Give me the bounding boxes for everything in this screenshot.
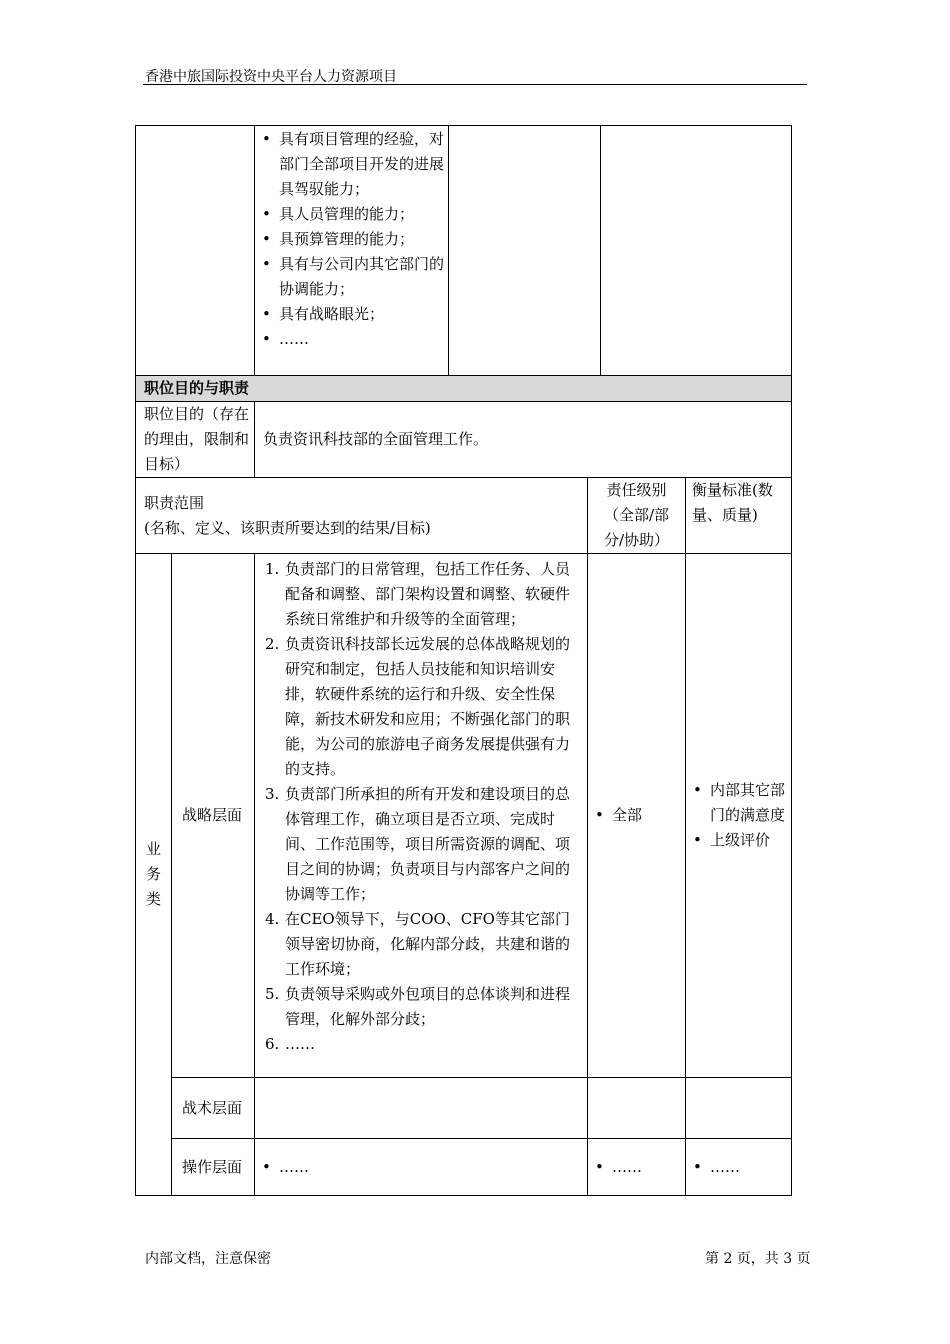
list-item: • 具预算管理的能力；	[255, 227, 444, 252]
list-item: • 全部	[588, 803, 681, 828]
tactical-level	[588, 1078, 686, 1139]
empty-cell	[136, 126, 255, 376]
list-item: 5. 负责领导采购或外包项目的总体谈判和进程管理，化解外部分歧；	[265, 985, 571, 1028]
strategic-list	[265, 557, 579, 1057]
purpose-table	[135, 375, 792, 478]
section-title: 职位目的与职责	[136, 376, 792, 402]
list-item: • 内部其它部门的满意度	[686, 778, 785, 828]
operational-level	[588, 1139, 686, 1196]
ability-table	[135, 125, 792, 376]
scope-subtitle: (名称、定义、该职责所要达到的结果/目标)	[144, 518, 431, 537]
empty-cell	[601, 126, 792, 376]
list-item: • 具人员管理的能力；	[255, 202, 444, 227]
list-item: • ……	[686, 1155, 791, 1180]
list-item: • ……	[588, 1155, 685, 1180]
purpose-label: 职位目的（存在的理由，限制和目标）	[136, 402, 255, 478]
list-item: • 具有与公司内其它部门的协调能力；	[255, 252, 444, 302]
list-item: • ……	[255, 327, 444, 352]
list-item: • 具有战略眼光；	[255, 302, 444, 327]
list-item: • 上级评价	[686, 828, 785, 853]
scope-title: 职责范围	[144, 493, 205, 512]
list-item: • 具有项目管理的经验，对部门全部项目开发的进展具驾驭能力；	[255, 127, 444, 202]
measure-header: 衡量标准(数量、质量)	[686, 478, 792, 554]
tactical-label: 战术层面	[172, 1078, 255, 1139]
operational-measure	[686, 1139, 792, 1196]
strategic-label: 战略层面	[172, 554, 255, 1078]
list-item: 6. ……	[265, 1035, 315, 1053]
ability-cell	[255, 126, 449, 376]
list-item: 3. 负责部门所承担的所有开发和建设项目的总体管理工作，确立项目是否立项、完成时间、工作范围等，项目所需资源的调配、项目之间的协调；负责项目与内部客户之间的协调等工作；	[265, 785, 571, 903]
responsibility-table	[135, 477, 792, 1196]
header-divider	[143, 84, 807, 85]
strategic-content	[255, 554, 588, 1078]
operational-label: 操作层面	[172, 1139, 255, 1196]
list-item: 4. 在CEO领导下，与COO、CFO等其它部门领导密切协商，化解内部分歧，共建和谐的工作环境；	[265, 910, 571, 978]
business-category: 业务类	[136, 554, 172, 1196]
footer-page-number: 第 2 页，共 3 页	[705, 1251, 811, 1267]
purpose-value: 负责资讯科技部的全面管理工作。	[255, 402, 792, 478]
empty-cell	[449, 126, 601, 376]
scope-header-cell	[136, 478, 588, 554]
tactical-measure	[686, 1078, 792, 1139]
list-item: • ……	[255, 1155, 587, 1180]
tactical-content	[255, 1078, 588, 1139]
level-header: 责任级别（全部/部分/协助）	[588, 478, 686, 554]
footer-confidential: 内部文档，注意保密	[145, 1251, 271, 1267]
strategic-level	[588, 554, 686, 1078]
ability-list	[255, 127, 444, 352]
operational-content	[255, 1139, 588, 1196]
page-header-title: 香港中旅国际投资中央平台人力资源项目	[145, 69, 397, 85]
strategic-measures	[686, 554, 792, 1078]
list-item: 1. 负责部门的日常管理，包括工作任务、人员配备和调整、部门架构设置和调整、软硬件系统日常维护和升级等的全面管理；	[265, 560, 571, 628]
list-item: 2. 负责资讯科技部长远发展的总体战略规划的研究和制定，包括人员技能和知识培训安排，软硬件系统的运行和升级、安全性保障，新技术研发和应用；不断强化部门的职能，为公司的旅游电子商务发展提供强有力的支持。	[265, 635, 571, 778]
